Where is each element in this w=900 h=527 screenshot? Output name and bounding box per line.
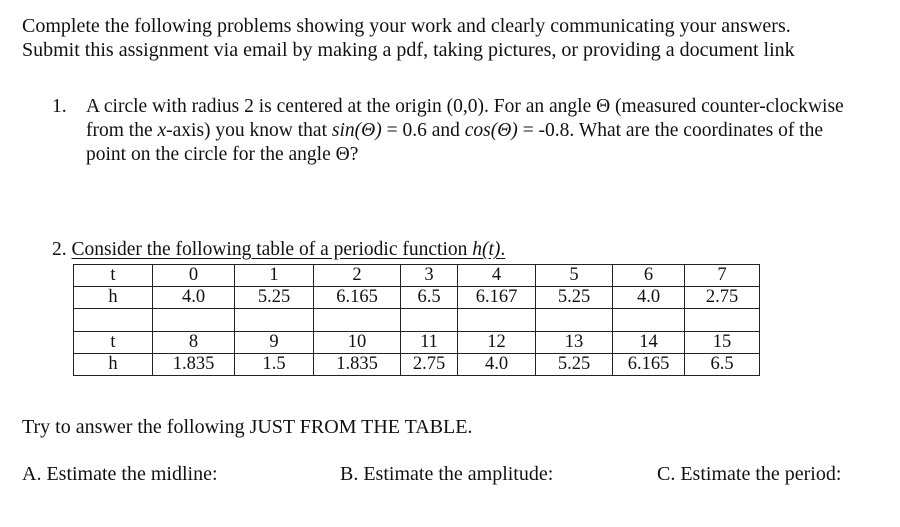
q1-sin-expression: sin(Θ) [331,120,382,141]
table-cell: 2.75 [685,287,760,309]
table-cell: 11 [401,332,458,354]
row-label-t: t [74,332,153,354]
table-cell: 6.167 [458,287,536,309]
table-cell: 6.165 [613,354,685,376]
q1-text-part-1: A circle with radius 2 is centered at the origin (0,0). For an angle Θ (measured counter-clockwise from the [86,96,844,141]
table-cell: 4.0 [613,287,685,309]
table-row-h-block-2 [74,354,760,376]
periodic-function-table [73,264,760,376]
table-cell: 6.5 [685,354,760,376]
question-2 [52,238,505,262]
empty-cell [685,309,760,332]
table-cell: 10 [314,332,401,354]
empty-cell [235,309,314,332]
table-cell: 5.25 [536,354,613,376]
table-cell: 0 [153,265,235,287]
table-cell: 1.5 [235,354,314,376]
table-cell: 1.835 [153,354,235,376]
table-spacer-row [74,309,760,332]
empty-cell [536,309,613,332]
q1-x-variable: x [157,120,167,141]
table-cell: 7 [685,265,760,287]
table-cell: 8 [153,332,235,354]
table-cell: 9 [235,332,314,354]
empty-cell [401,309,458,332]
q1-text-part-3: = 0.6 and [381,120,465,141]
estimate-midline-prompt: A. Estimate the midline: [22,463,218,485]
question-2-prompt [72,239,506,260]
table-cell: 3 [401,265,458,287]
table-cell: 4 [458,265,536,287]
q1-cos-expression: cos(Θ) [464,120,518,141]
table-cell: 1 [235,265,314,287]
instructions [22,14,795,62]
table-row-t-block-1 [74,265,760,287]
instructions-line-1: Complete the following problems showing your work and clearly communicating your answers. [22,15,791,37]
empty-cell [74,309,153,332]
q2-period-char: . [500,239,506,260]
empty-cell [613,309,685,332]
table-cell: 2.75 [401,354,458,376]
table-instruction: Try to answer the following JUST FROM THE TABLE. [22,416,473,438]
table-row-h-block-1 [74,287,760,309]
table-cell: 1.835 [314,354,401,376]
q1-text-part-4: = -0.8. What are the coordinates of the point on the circle for the angle Θ? [86,120,824,165]
table-cell: 4.0 [153,287,235,309]
row-label-h: h [74,354,153,376]
empty-cell [153,309,235,332]
estimate-period-prompt: C. Estimate the period: [657,463,842,485]
table-cell: 12 [458,332,536,354]
table-cell: 6 [613,265,685,287]
table-cell: 13 [536,332,613,354]
q2-function-name: h(t) [472,239,501,260]
table-row-t-block-2 [74,332,760,354]
question-1-text [86,95,866,167]
question-1-number: 1. [52,96,67,117]
table-cell: 5.25 [536,287,613,309]
instructions-line-2: Submit this assignment via email by making a pdf, taking pictures, or providing a document link [22,39,795,61]
table-cell: 14 [613,332,685,354]
q1-text-part-2: -axis) you know that [166,120,332,141]
table-cell: 5.25 [235,287,314,309]
table-cell: 5 [536,265,613,287]
estimate-amplitude-prompt: B. Estimate the amplitude: [340,463,554,485]
row-label-h: h [74,287,153,309]
row-label-t: t [74,265,153,287]
empty-cell [458,309,536,332]
q2-text: Consider the following table of a periodic function [71,239,473,260]
table-cell: 2 [314,265,401,287]
table-cell: 6.5 [401,287,458,309]
table-cell: 6.165 [314,287,401,309]
question-2-number: 2. [52,239,67,260]
table-cell: 4.0 [458,354,536,376]
empty-cell [314,309,401,332]
table-cell: 15 [685,332,760,354]
